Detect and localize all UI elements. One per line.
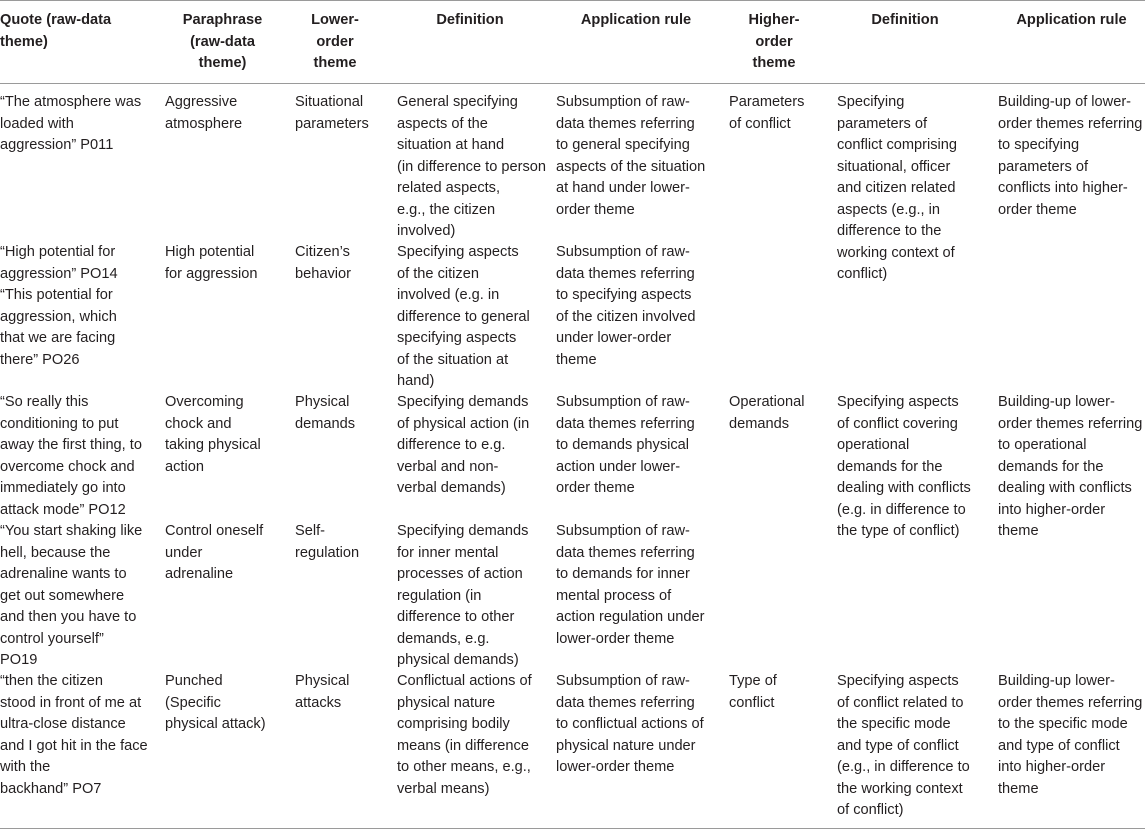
row-4-lower-definition: Specifying demands for inner mental processes of action regulation (in difference to other demands, e.g. physical demands) xyxy=(397,523,529,668)
higher-2-theme: Operational demands xyxy=(729,394,805,432)
higher-3-definition: Specifying aspects of conflict related to the specific mode and type of conflict (e.g., in difference to the working context of conflict) xyxy=(837,673,970,818)
row-2-lower-rule: Subsumption of raw- data themes referring to specifying aspects of the citizen involved under lower-order theme xyxy=(556,244,696,368)
row-1-lower-definition: General specifying aspects of the situation at hand (in difference to person related aspects, e.g., the citizen involved) xyxy=(397,94,547,239)
header-higher-definition: Definition xyxy=(871,12,939,28)
higher-3-rule: Building-up lower- order themes referring to the specific mode and type of conflict into higher-order theme xyxy=(998,673,1143,797)
row-1-paraphrase: Aggressive atmosphere xyxy=(165,94,243,132)
higher-1-theme: Parameters of conflict xyxy=(729,94,805,132)
row-1-quote: “The atmosphere was loaded with aggression” P011 xyxy=(0,94,142,153)
table-top-rule xyxy=(0,0,1145,1)
higher-2-rule: Building-up lower- order themes referring to operational demands for the dealing with conflicts into higher-order theme xyxy=(998,394,1143,539)
higher-1-definition: Specifying parameters of conflict comprising situational, officer and citizen related aspects (e.g., in difference to the working context of conflict) xyxy=(837,94,958,282)
row-2-lower-definition: Specifying aspects of the citizen involved (e.g. in difference to general specifying aspects of the situation at hand) xyxy=(397,244,530,389)
header-paraphrase: Paraphrase (raw-data theme) xyxy=(182,12,263,71)
row-4-paraphrase: Control oneself under adrenaline xyxy=(165,523,264,582)
header-bottom-rule xyxy=(0,83,1145,84)
row-3-quote: “So really this conditioning to put away the first thing, to overcome chock and immediately go into attack mode” PO12 xyxy=(0,394,142,518)
row-1-lower-theme: Situational parameters xyxy=(295,94,369,132)
row-3-lower-theme: Physical demands xyxy=(295,394,356,432)
row-3-paraphrase: Overcoming chock and taking physical action xyxy=(165,394,261,475)
header-higher-application-rule: Application rule xyxy=(1016,12,1127,28)
row-3-lower-definition: Specifying demands of physical action (in difference to e.g. verbal and non- verbal demands) xyxy=(397,394,530,496)
table-bottom-rule xyxy=(0,828,1145,829)
header-lower-order-theme: Lower- order theme xyxy=(311,12,359,71)
row-5-lower-theme: Physical attacks xyxy=(295,673,350,711)
row-1-lower-rule: Subsumption of raw- data themes referring to general specifying aspects of the situation at hand under lower- order theme xyxy=(556,94,706,218)
row-5-lower-rule: Subsumption of raw- data themes referring to conflictual actions of physical nature under lower-order theme xyxy=(556,673,704,775)
row-5-quote: “then the citizen stood in front of me at ultra-close distance and I got hit in the face with the backhand” PO7 xyxy=(0,673,148,797)
row-3-lower-rule: Subsumption of raw- data themes referring to demands physical action under lower- order theme xyxy=(556,394,695,496)
header-quote: Quote (raw-data theme) xyxy=(0,12,112,50)
header-lower-definition: Definition xyxy=(436,12,504,28)
higher-1-rule: Building-up of lower- order themes referring to specifying parameters of conflicts into higher- order theme xyxy=(998,94,1143,218)
higher-3-theme: Type of conflict xyxy=(729,673,777,711)
row-4-quote: “You start shaking like hell, because the adrenaline wants to get out somewhere and then you have to control yourself” PO19 xyxy=(0,523,143,668)
row-2-paraphrase: High potential for aggression xyxy=(165,244,258,282)
header-higher-order-theme: Higher- order theme xyxy=(748,12,800,71)
header-lower-application-rule: Application rule xyxy=(580,12,692,28)
row-5-paraphrase: Punched (Specific physical attack) xyxy=(165,673,266,732)
row-2-lower-theme: Citizen’s behavior xyxy=(295,244,351,282)
higher-2-definition: Specifying aspects of conflict covering operational demands for the dealing with conflicts (e.g. in difference to the type of conflict) xyxy=(837,394,971,539)
row-4-lower-theme: Self- regulation xyxy=(295,523,360,561)
row-5-lower-definition: Conflictual actions of physical nature comprising bodily means (in difference to other means, e.g., verbal means) xyxy=(397,673,532,797)
row-4-lower-rule: Subsumption of raw- data themes referring to demands for inner mental process of action regulation under lower-order theme xyxy=(556,523,705,647)
row-2-quote: “High potential for aggression” PO14 “This potential for aggression, which that we are facing there” PO26 xyxy=(0,244,118,368)
